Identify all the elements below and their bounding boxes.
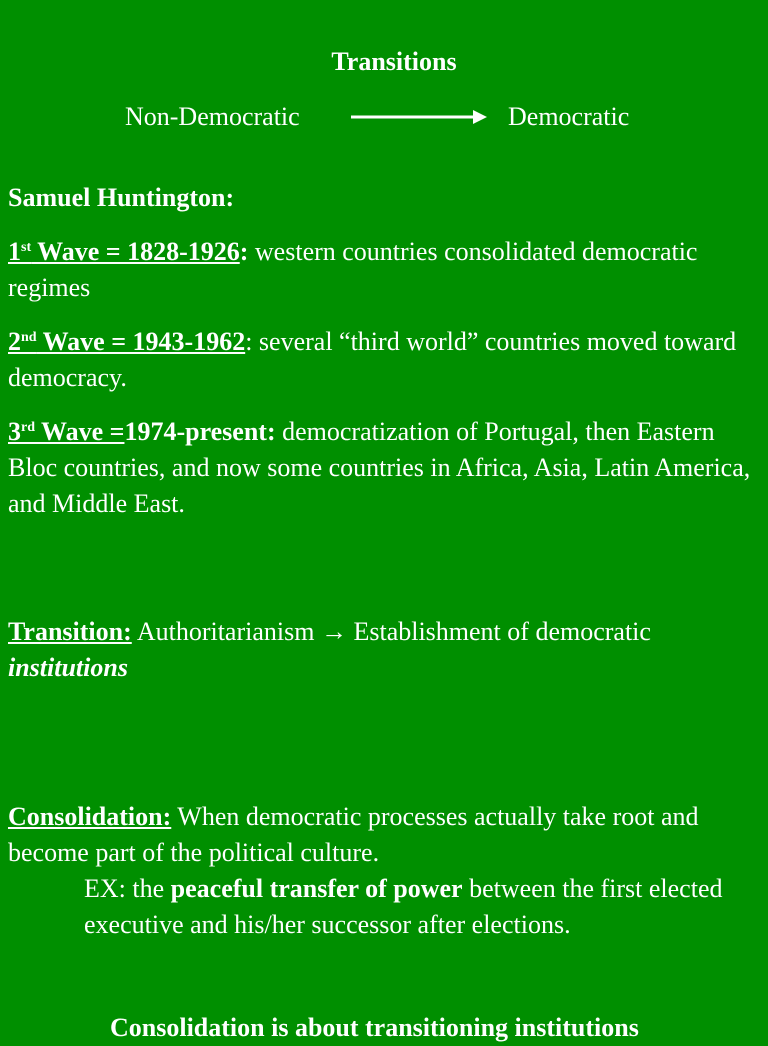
- to-label: Democratic: [508, 102, 630, 131]
- wave-1-colon: :: [239, 237, 249, 266]
- wave-3-label: 3rd Wave =: [8, 417, 125, 446]
- right-arrow-icon: [351, 107, 491, 127]
- example-rest: between the first elected executive and his/her successor after elections.: [84, 874, 723, 939]
- wave-1-label: 1st Wave = 1828-1926: [8, 237, 240, 266]
- consolidation-paragraph: [8, 799, 763, 871]
- page-title: Transitions: [331, 47, 457, 76]
- wave-1-text: western countries consolidated democratic regimes: [8, 237, 698, 302]
- transition-emphasis: institutions: [8, 653, 128, 682]
- example-bold: peaceful transfer of power: [170, 874, 463, 903]
- transition-text: Authoritarianism → Establishment of democratic: [131, 617, 651, 646]
- consolidation-text: When democratic processes actually take root and become part of the political culture.: [8, 802, 699, 867]
- huntington-heading: Samuel Huntington:: [8, 183, 235, 212]
- wave-2-paragraph: [8, 324, 763, 396]
- wave-2-text: several “third world” countries moved toward democracy.: [8, 327, 737, 392]
- wave-2-label: 2nd Wave = 1943-1962: [8, 327, 246, 356]
- bottom-partial-text: Consolidation is about transitioning institutions: [110, 1013, 639, 1042]
- wave-3-text: democratization of Portugal, then Eastern Bloc countries, and now some countries in Africa, Asia, Latin America, and Middle East.: [8, 417, 751, 518]
- transition-paragraph: [8, 614, 763, 686]
- consolidation-term: Consolidation:: [8, 802, 172, 831]
- from-label: Non-Democratic: [125, 102, 300, 131]
- wave-3-label-tail: 1974-present:: [124, 417, 276, 446]
- transition-term: Transition:: [8, 617, 132, 646]
- wave-1-paragraph: [8, 234, 763, 306]
- wave-2-colon: :: [245, 327, 253, 356]
- wave-3-paragraph: [8, 414, 763, 522]
- example-prefix: EX: the: [84, 874, 171, 903]
- consolidation-example: [84, 871, 764, 943]
